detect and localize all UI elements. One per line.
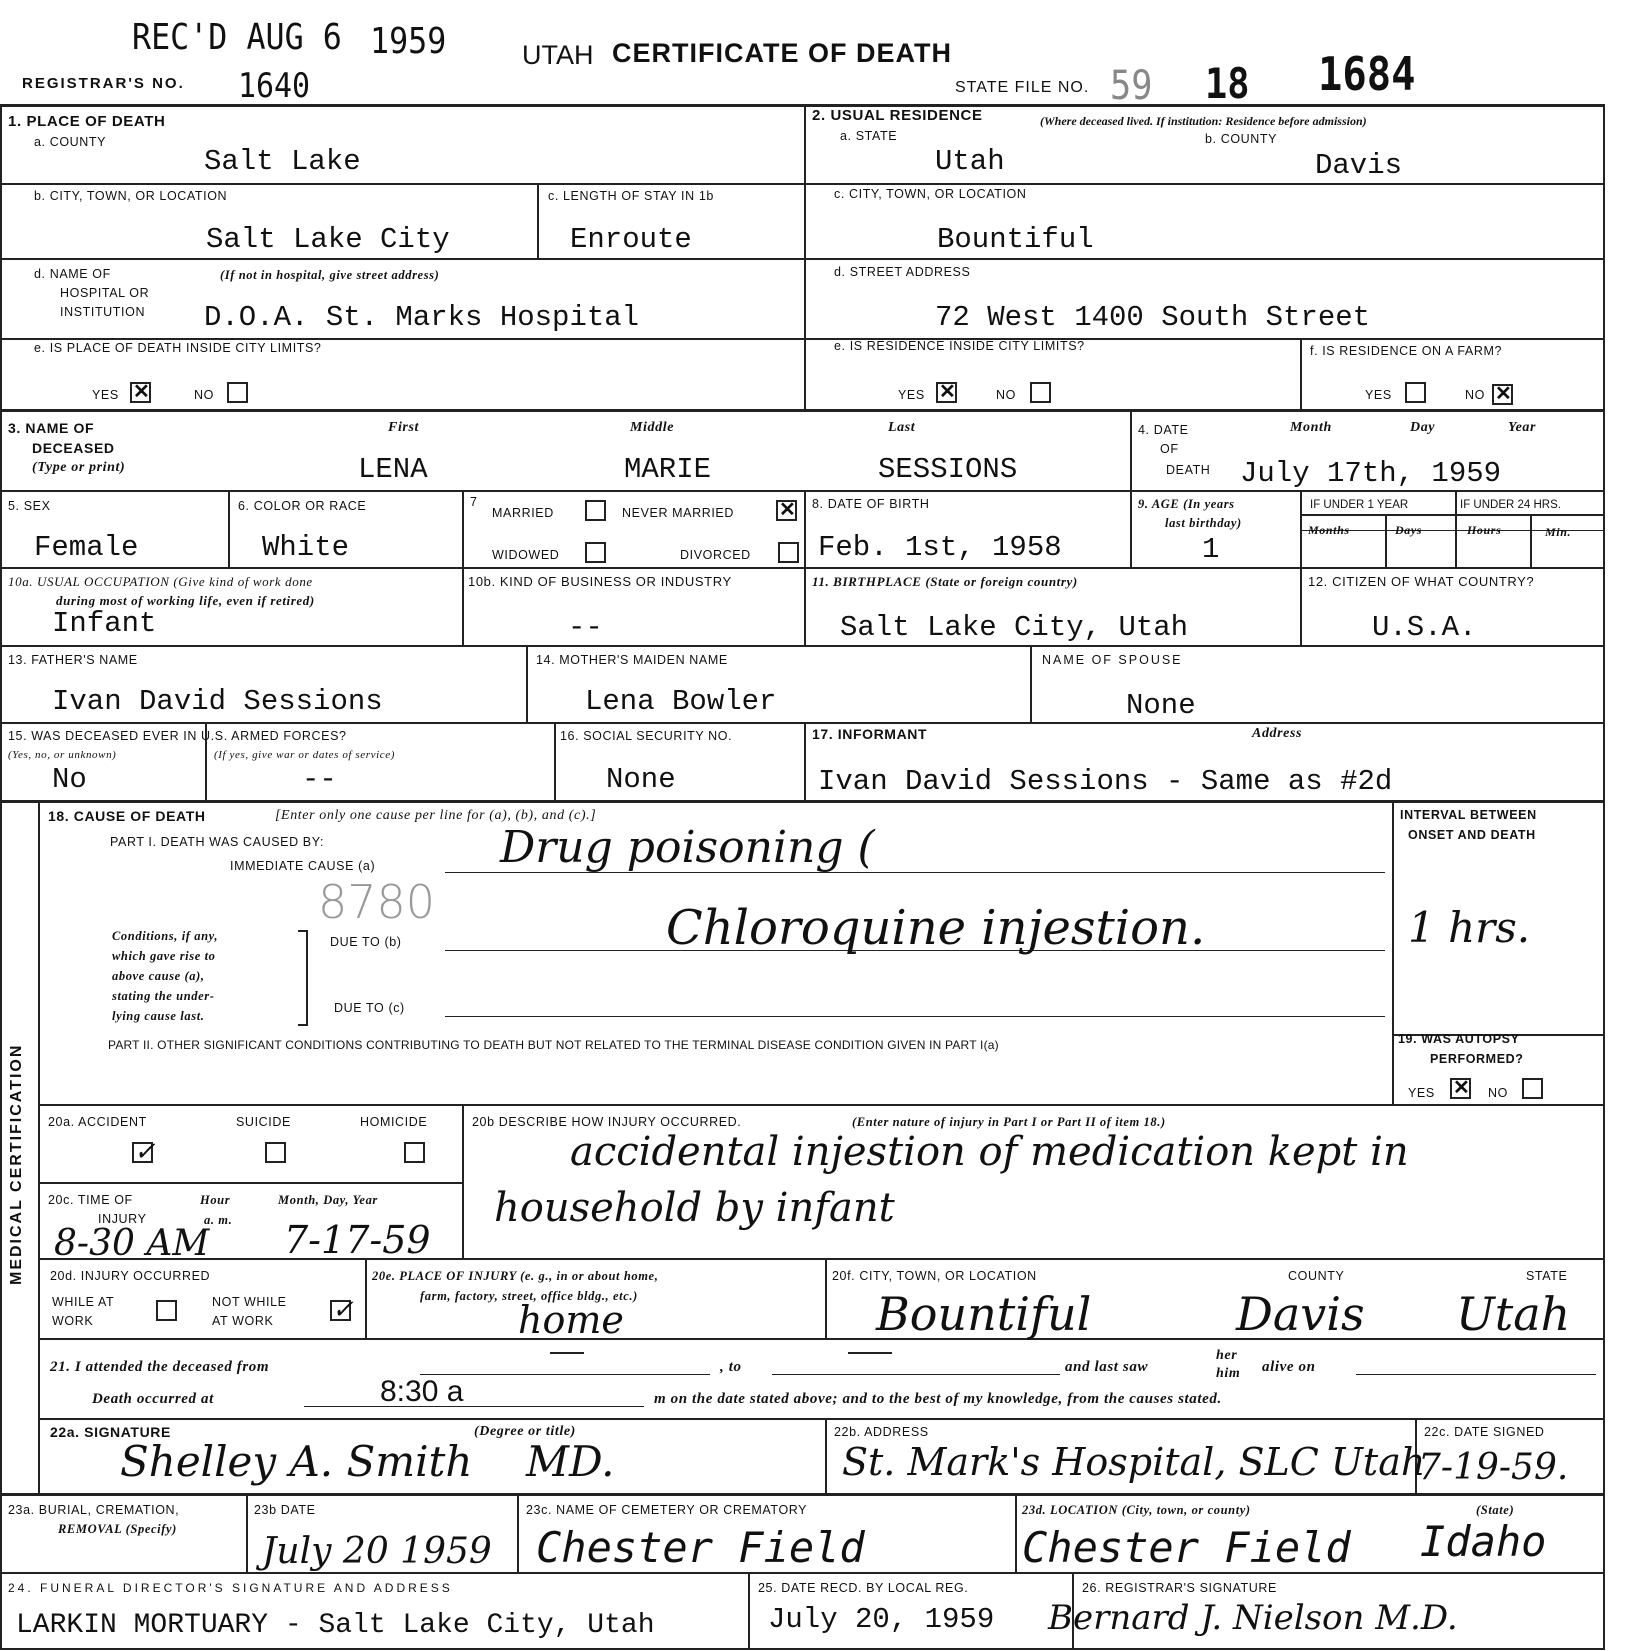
- injury-line-2: household by infant: [494, 1185, 895, 1231]
- date-signed-label: 22c. DATE SIGNED: [1424, 1425, 1545, 1439]
- last-name: SESSIONS: [878, 453, 1018, 486]
- state-file-c: 1684: [1318, 47, 1416, 101]
- hospital-label-2: HOSPITAL OR: [60, 286, 150, 300]
- loc-state-label: STATE: [1526, 1269, 1568, 1283]
- burial-state: Idaho: [1420, 1517, 1547, 1566]
- street-label: d. STREET ADDRESS: [834, 265, 971, 279]
- sex-label: 5. SEX: [8, 499, 51, 513]
- sig-address-label: 22b. ADDRESS: [834, 1425, 929, 1439]
- death-occurred-label: Death occurred at: [92, 1391, 214, 1407]
- state-file-label: STATE FILE NO.: [955, 79, 1090, 96]
- place-label-1: 20e. PLACE OF INJURY (e. g., in or about home,: [372, 1269, 659, 1283]
- cause-of-death-label: 18. CAUSE OF DEATH: [48, 808, 206, 824]
- cemetery-name: Chester Field: [536, 1523, 865, 1572]
- under-1-year-label: IF UNDER 1 YEAR: [1310, 499, 1409, 511]
- cause-note: [Enter only one cause per line for (a), (b), and (c).]: [275, 808, 597, 823]
- father-name: Ivan David Sessions: [52, 685, 383, 718]
- received-stamp: REC'D AUG 6: [132, 17, 342, 58]
- informant-value: Ivan David Sessions - Same as #2d: [818, 765, 1393, 798]
- code-note: 8780: [318, 875, 436, 929]
- age-value: 1: [1202, 533, 1220, 566]
- injury-county: Davis: [1236, 1287, 1365, 1341]
- married-checkbox[interactable]: [585, 500, 606, 521]
- accident-checkbox[interactable]: [132, 1142, 153, 1163]
- registrar-sig-label: 26. REGISTRAR'S SIGNATURE: [1082, 1581, 1277, 1595]
- hospital-label-1: d. NAME OF: [34, 267, 111, 281]
- address-label: Address: [1252, 726, 1303, 741]
- min-label: Min.: [1545, 525, 1572, 539]
- residence-street: 72 West 1400 South Street: [935, 301, 1371, 334]
- while-at-work-2: WORK: [52, 1314, 94, 1328]
- alive-on-label: alive on: [1262, 1359, 1316, 1375]
- state-file-a: 59: [1110, 63, 1153, 109]
- dod-label-1: 4. DATE: [1138, 423, 1189, 437]
- autopsy-label-2: PERFORMED?: [1430, 1052, 1524, 1066]
- dob-label: 8. DATE OF BIRTH: [812, 497, 930, 511]
- death-limits-no-checkbox[interactable]: [227, 382, 248, 403]
- page-title: CERTIFICATE OF DEATH: [612, 38, 952, 68]
- place-of-death-label: 1. PLACE OF DEATH: [8, 113, 166, 130]
- last-label: Last: [888, 420, 916, 435]
- death-limits-no-label: NO: [194, 388, 214, 402]
- occupation-label-2: during most of working life, even if retired): [56, 593, 315, 608]
- funeral-label: 24. FUNERAL DIRECTOR'S SIGNATURE AND ADDRESS: [8, 1581, 453, 1595]
- autopsy-yes-checkbox[interactable]: [1450, 1078, 1471, 1099]
- interval-value: 1 hrs.: [1408, 903, 1531, 952]
- citizen-label: 12. CITIZEN OF WHAT COUNTRY?: [1308, 574, 1535, 589]
- while-at-work-checkbox[interactable]: [156, 1300, 177, 1321]
- res-limits-no-checkbox[interactable]: [1030, 382, 1051, 403]
- widowed-label: WIDOWED: [492, 548, 560, 562]
- date-signed: 7-19-59.: [1418, 1447, 1569, 1488]
- first-label: First: [388, 420, 420, 435]
- registrar-no-label: REGISTRAR'S NO.: [22, 75, 185, 92]
- injury-line-1: accidental injestion of medication kept in: [570, 1129, 1409, 1175]
- age-label-2: last birthday): [1165, 516, 1242, 530]
- homicide-label: HOMICIDE: [360, 1115, 428, 1129]
- burial-state-label: (State): [1476, 1503, 1515, 1517]
- mother-label: 14. MOTHER'S MAIDEN NAME: [536, 653, 728, 667]
- part2-label: PART II. OTHER SIGNIFICANT CONDITIONS CONTRIBUTING TO DEATH BUT NOT RELATED TO THE TERMINAL DISEASE CONDITION GIVEN IN PART I(a): [108, 1038, 999, 1052]
- cause-b: Chloroquine injestion.: [666, 900, 1206, 956]
- spouse-label: NAME OF SPOUSE: [1042, 653, 1183, 667]
- burial-location: Chester Field: [1022, 1523, 1351, 1572]
- farm-yes-label: YES: [1365, 388, 1392, 402]
- last-saw-label: and last saw: [1065, 1359, 1149, 1375]
- residence-county: Davis: [1315, 149, 1403, 182]
- cemetery-label: 23c. NAME OF CEMETERY OR CREMATORY: [526, 1503, 808, 1517]
- name-label-3: (Type or print): [32, 460, 126, 475]
- suicide-checkbox[interactable]: [265, 1142, 286, 1163]
- name-label-2: DECEASED: [32, 440, 115, 456]
- medical-cert-side-label: MEDICAL CERTIFICATION: [8, 1043, 25, 1285]
- her-label: her: [1216, 1348, 1238, 1363]
- burial-date-label: 23b DATE: [254, 1503, 316, 1517]
- res-county-label: b. COUNTY: [1205, 132, 1278, 146]
- days-label: Days: [1395, 523, 1423, 537]
- residence-city: Bountiful: [937, 223, 1094, 256]
- ssn-value: None: [606, 763, 676, 796]
- farm-no-checkbox[interactable]: [1492, 384, 1513, 405]
- marital-num: 7: [470, 495, 478, 509]
- married-label: MARRIED: [492, 506, 554, 520]
- not-while-1: NOT WHILE: [212, 1295, 287, 1309]
- loc-city-label: 20f. CITY, TOWN, OR LOCATION: [832, 1269, 1037, 1283]
- registrar-signature: Bernard J. Nielson M.D.: [1048, 1598, 1458, 1638]
- burial-location-label: 23d. LOCATION (City, town, or county): [1022, 1503, 1251, 1517]
- day-label: Day: [1410, 420, 1436, 435]
- interval-label-1: INTERVAL BETWEEN: [1400, 808, 1537, 822]
- signature-label: 22a. SIGNATURE: [50, 1424, 171, 1440]
- loc-county-label: COUNTY: [1288, 1269, 1345, 1283]
- hours-label: Hours: [1467, 523, 1502, 537]
- not-while-2: AT WORK: [212, 1314, 274, 1328]
- time-label-1: 20c. TIME OF: [48, 1193, 133, 1207]
- hospital-label-3: INSTITUTION: [60, 305, 146, 319]
- interval-label-2: ONSET AND DEATH: [1408, 828, 1536, 842]
- dod-label-3: DEATH: [1166, 463, 1211, 477]
- recd-date: July 20, 1959: [768, 1603, 995, 1636]
- death-county: Salt Lake: [204, 145, 361, 178]
- injury-date: 7-17-59: [284, 1218, 431, 1262]
- business-value: --: [568, 611, 603, 644]
- received-year: 1959: [370, 21, 447, 62]
- death-limits-yes-checkbox[interactable]: [130, 382, 151, 403]
- informant-label: 17. INFORMANT: [812, 726, 928, 742]
- dod-label-2: OF: [1160, 442, 1179, 456]
- res-limits-no-label: NO: [996, 388, 1016, 402]
- am-label: a. m.: [204, 1213, 233, 1227]
- him-label: him: [1216, 1366, 1241, 1381]
- residence-state: Utah: [935, 145, 1005, 178]
- conditions-line-3: above cause (a),: [112, 969, 205, 983]
- degree-label: (Degree or title): [474, 1424, 576, 1439]
- length-of-stay: Enroute: [570, 223, 692, 256]
- occurred-rest-label: m on the date stated above; and to the best of my knowledge, from the causes stated.: [654, 1391, 1222, 1407]
- state-file-b: 18: [1205, 59, 1250, 108]
- suicide-label: SUICIDE: [236, 1115, 291, 1129]
- physician-degree: MD.: [526, 1437, 615, 1486]
- conditions-line-4: stating the under-: [112, 989, 215, 1003]
- due-to-b-label: DUE TO (b): [330, 935, 402, 949]
- hour-label: Hour: [200, 1193, 231, 1207]
- widowed-checkbox[interactable]: [585, 542, 606, 563]
- armed-value: No: [52, 763, 87, 796]
- place-label-2: farm, factory, street, office bldg., etc.): [420, 1289, 638, 1303]
- attended-from-label: 21. I attended the deceased from: [50, 1359, 270, 1375]
- recd-label: 25. DATE RECD. BY LOCAL REG.: [758, 1581, 969, 1595]
- sex-value: Female: [34, 531, 139, 564]
- while-at-work-1: WHILE AT: [52, 1295, 115, 1309]
- injury-label: 20b DESCRIBE HOW INJURY OCCURRED.: [472, 1115, 742, 1129]
- armed-note-1: (Yes, no, or unknown): [8, 749, 117, 761]
- death-city-limits-label: e. IS PLACE OF DEATH INSIDE CITY LIMITS?: [34, 341, 322, 355]
- injury-note: (Enter nature of injury in Part I or Part II of item 18.): [852, 1115, 1166, 1129]
- armed-dates: --: [302, 763, 337, 796]
- farm-no-label: NO: [1465, 388, 1485, 402]
- father-label: 13. FATHER'S NAME: [8, 653, 138, 667]
- homicide-checkbox[interactable]: [404, 1142, 425, 1163]
- spouse-name: None: [1126, 689, 1196, 722]
- mdy-label: Month, Day, Year: [278, 1193, 378, 1207]
- immediate-cause-label: IMMEDIATE CAUSE (a): [230, 859, 376, 873]
- burial-date: July 20 1959: [262, 1531, 492, 1572]
- res-limits-yes-checkbox[interactable]: [936, 382, 957, 403]
- mother-name: Lena Bowler: [585, 685, 777, 718]
- under-24-hrs-label: IF UNDER 24 HRS.: [1460, 499, 1561, 511]
- farm-yes-checkbox[interactable]: [1405, 382, 1426, 403]
- county-label: a. COUNTY: [34, 135, 107, 149]
- conditions-line-1: Conditions, if any,: [112, 929, 219, 943]
- injury-state: Utah: [1456, 1287, 1571, 1341]
- attended-to-label: , to: [720, 1359, 742, 1375]
- occupation-label-1: 10a. USUAL OCCUPATION (Give kind of work done: [8, 574, 313, 589]
- autopsy-label-1: 19. WAS AUTOPSY: [1398, 1032, 1520, 1046]
- conditions-line-5: lying cause last.: [112, 1009, 205, 1023]
- death-time: 8:30 a: [380, 1375, 464, 1408]
- age-label-1: 9. AGE (In years: [1138, 497, 1235, 511]
- burial-type-label-2: REMOVAL (Specify): [58, 1522, 177, 1536]
- armed-note-2: (If yes, give war or dates of service): [214, 749, 396, 761]
- state-label: a. STATE: [840, 129, 898, 143]
- physician-signature: Shelley A. Smith: [120, 1437, 473, 1486]
- res-city-limits-label: e. IS RESIDENCE INSIDE CITY LIMITS?: [834, 339, 1085, 353]
- accident-label: 20a. ACCIDENT: [48, 1115, 147, 1129]
- year-label: Year: [1508, 420, 1537, 435]
- residence-note: (Where deceased lived. If institution: Residence before admission): [1040, 114, 1367, 128]
- citizen-value: U.S.A.: [1372, 611, 1477, 644]
- month-label: Month: [1290, 420, 1332, 435]
- registrar-no: 1640: [238, 66, 311, 106]
- autopsy-no-label: NO: [1488, 1086, 1508, 1100]
- death-city: Salt Lake City: [206, 223, 450, 256]
- farm-label: f. IS RESIDENCE ON A FARM?: [1310, 344, 1503, 358]
- cause-a: Drug poisoning (: [500, 822, 875, 873]
- birthplace-value: Salt Lake City, Utah: [840, 611, 1189, 644]
- injury-occurred-label: 20d. INJURY OCCURRED: [50, 1269, 211, 1283]
- usual-residence-label: 2. USUAL RESIDENCE: [812, 107, 983, 124]
- injury-time: 8-30 AM: [54, 1223, 210, 1264]
- ssn-label: 16. SOCIAL SECURITY NO.: [560, 729, 733, 743]
- never-married-checkbox[interactable]: [776, 500, 797, 521]
- hospital-name: D.O.A. St. Marks Hospital: [204, 301, 640, 334]
- middle-label: Middle: [630, 420, 675, 435]
- occupation-value: Infant: [52, 607, 157, 640]
- race-value: White: [262, 531, 350, 564]
- not-while-checkbox[interactable]: [330, 1300, 351, 1321]
- date-of-death: July 17th, 1959: [1240, 457, 1502, 490]
- part1-label: PART I. DEATH WAS CAUSED BY:: [110, 835, 325, 849]
- autopsy-no-checkbox[interactable]: [1522, 1078, 1543, 1099]
- race-label: 6. COLOR OR RACE: [238, 499, 367, 513]
- name-label-1: 3. NAME OF: [8, 420, 95, 436]
- res-limits-yes-label: YES: [898, 388, 925, 402]
- business-label: 10b. KIND OF BUSINESS OR INDUSTRY: [468, 574, 732, 589]
- autopsy-yes-label: YES: [1408, 1086, 1435, 1100]
- burial-type-label-1: 23a. BURIAL, CREMATION,: [8, 1503, 180, 1517]
- city-label: b. CITY, TOWN, OR LOCATION: [34, 189, 228, 203]
- due-to-c-label: DUE TO (c): [334, 1001, 405, 1015]
- injury-city: Bountiful: [876, 1287, 1092, 1341]
- stay-label: c. LENGTH OF STAY IN 1b: [548, 189, 714, 203]
- months-label: Months: [1308, 523, 1350, 537]
- never-married-label: NEVER MARRIED: [622, 506, 734, 520]
- divorced-checkbox[interactable]: [778, 542, 799, 563]
- res-city-label: c. CITY, TOWN, OR LOCATION: [834, 187, 1027, 201]
- divorced-label: DIVORCED: [680, 548, 751, 562]
- conditions-line-2: which gave rise to: [112, 949, 216, 963]
- middle-name: MARIE: [624, 453, 712, 486]
- first-name: LENA: [358, 453, 428, 486]
- death-limits-yes-label: YES: [92, 388, 119, 402]
- title-prefix: UTAH: [522, 40, 594, 70]
- birthplace-label: 11. BIRTHPLACE (State or foreign country): [812, 574, 1078, 589]
- hospital-note: (If not in hospital, give street address): [220, 268, 440, 282]
- funeral-director: LARKIN MORTUARY - Salt Lake City, Utah: [16, 1610, 655, 1641]
- armed-label: 15. WAS DECEASED EVER IN U.S. ARMED FORCES?: [8, 729, 347, 743]
- injury-place: home: [518, 1298, 624, 1342]
- sig-address: St. Mark's Hospital, SLC Utah: [842, 1440, 1426, 1484]
- time-label-2: INJURY: [98, 1212, 147, 1226]
- date-of-birth: Feb. 1st, 1958: [818, 531, 1062, 564]
